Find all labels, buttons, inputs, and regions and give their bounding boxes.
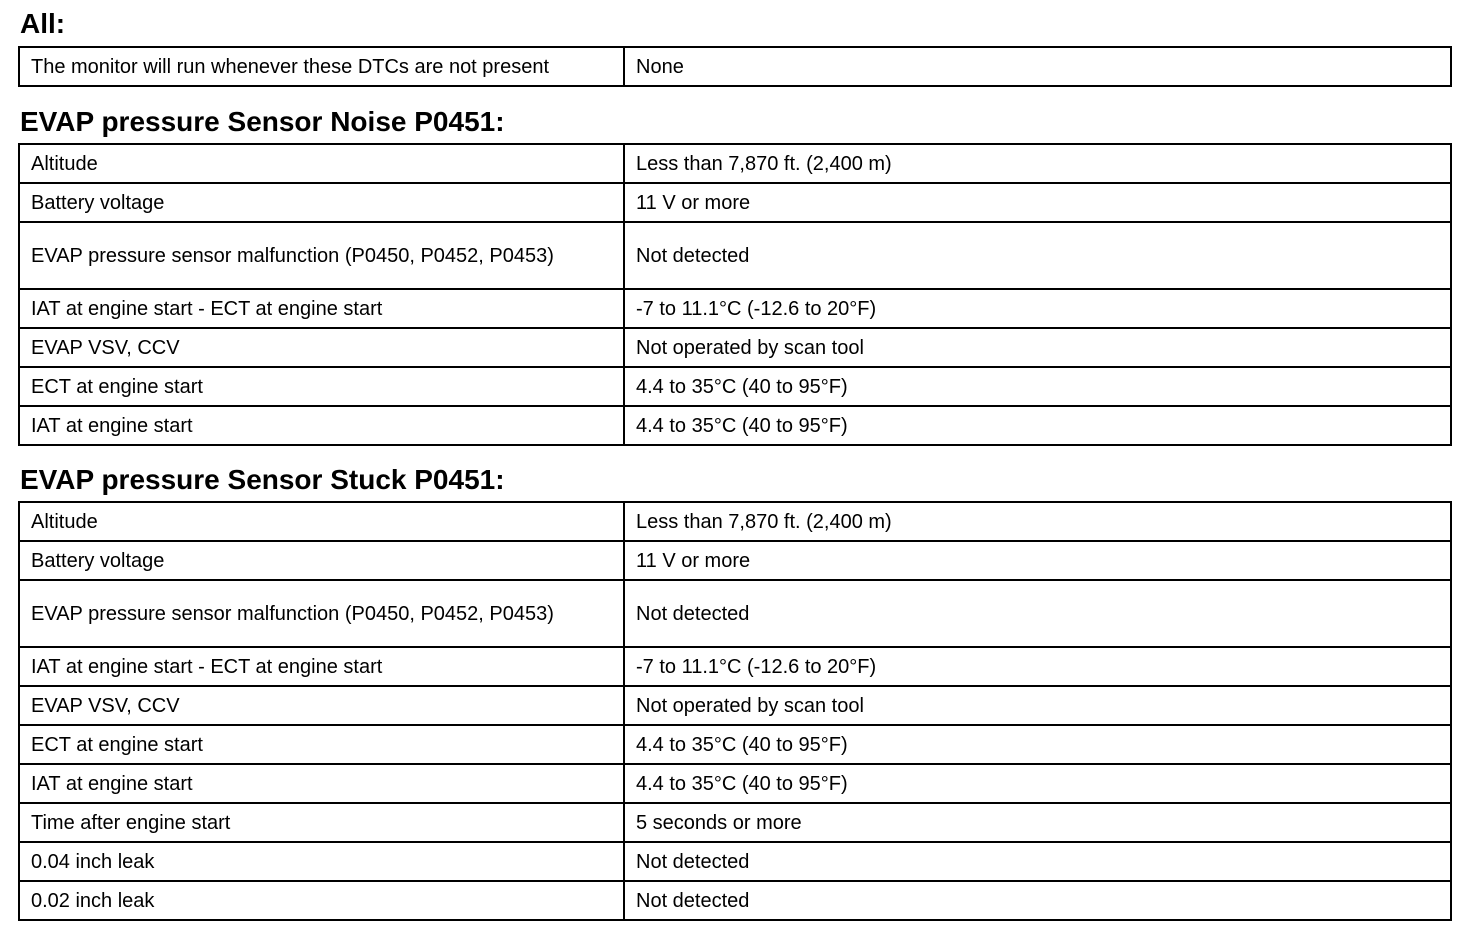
conditions-table-sensor-noise — [18, 143, 1452, 446]
condition-cell: Altitude — [19, 144, 624, 183]
value-cell: 11 V or more — [624, 541, 1451, 580]
section-heading-all: All: — [20, 8, 66, 39]
table-row — [19, 541, 1451, 580]
value-cell: 4.4 to 35°C (40 to 95°F) — [624, 367, 1451, 406]
section-heading-sensor-stuck: EVAP pressure Sensor Stuck P0451: — [20, 464, 505, 495]
value-cell: Less than 7,870 ft. (2,400 m) — [624, 144, 1451, 183]
section-heading-sensor-noise: EVAP pressure Sensor Noise P0451: — [20, 106, 505, 137]
value-cell: 4.4 to 35°C (40 to 95°F) — [624, 764, 1451, 803]
conditions-table-all — [18, 46, 1452, 87]
conditions-table-sensor-stuck — [18, 501, 1452, 921]
table-row — [19, 144, 1451, 183]
condition-cell: Altitude — [19, 502, 624, 541]
condition-cell: Battery voltage — [19, 183, 624, 222]
value-cell: 5 seconds or more — [624, 803, 1451, 842]
table-row — [19, 367, 1451, 406]
condition-cell: 0.04 inch leak — [19, 842, 624, 881]
condition-cell: The monitor will run whenever these DTCs are not present — [19, 47, 624, 86]
table-row — [19, 686, 1451, 725]
table-row — [19, 502, 1451, 541]
condition-cell: IAT at engine start - ECT at engine start — [19, 647, 624, 686]
condition-cell: ECT at engine start — [19, 725, 624, 764]
value-cell: Not operated by scan tool — [624, 328, 1451, 367]
condition-cell: 0.02 inch leak — [19, 881, 624, 920]
table-row — [19, 647, 1451, 686]
table-row — [19, 803, 1451, 842]
table-row — [19, 406, 1451, 445]
condition-cell: IAT at engine start — [19, 406, 624, 445]
value-cell: 4.4 to 35°C (40 to 95°F) — [624, 725, 1451, 764]
value-cell: Not detected — [624, 842, 1451, 881]
condition-cell: EVAP pressure sensor malfunction (P0450, P0452, P0453) — [19, 222, 624, 289]
value-cell: -7 to 11.1°C (-12.6 to 20°F) — [624, 647, 1451, 686]
table-row — [19, 289, 1451, 328]
condition-cell: IAT at engine start — [19, 764, 624, 803]
condition-cell: Time after engine start — [19, 803, 624, 842]
table-row — [19, 183, 1451, 222]
value-cell: Not detected — [624, 580, 1451, 647]
value-cell: Not detected — [624, 222, 1451, 289]
value-cell: 11 V or more — [624, 183, 1451, 222]
value-cell: Not detected — [624, 881, 1451, 920]
table-row — [19, 725, 1451, 764]
condition-cell: IAT at engine start - ECT at engine start — [19, 289, 624, 328]
table-row — [19, 222, 1451, 289]
table-row — [19, 47, 1451, 86]
table-row — [19, 580, 1451, 647]
value-cell: None — [624, 47, 1451, 86]
table-row — [19, 764, 1451, 803]
condition-cell: EVAP pressure sensor malfunction (P0450, P0452, P0453) — [19, 580, 624, 647]
condition-cell: EVAP VSV, CCV — [19, 686, 624, 725]
value-cell: 4.4 to 35°C (40 to 95°F) — [624, 406, 1451, 445]
table-row — [19, 328, 1451, 367]
value-cell: Not operated by scan tool — [624, 686, 1451, 725]
table-row — [19, 842, 1451, 881]
value-cell: -7 to 11.1°C (-12.6 to 20°F) — [624, 289, 1451, 328]
condition-cell: ECT at engine start — [19, 367, 624, 406]
condition-cell: Battery voltage — [19, 541, 624, 580]
table-row — [19, 881, 1451, 920]
condition-cell: EVAP VSV, CCV — [19, 328, 624, 367]
value-cell: Less than 7,870 ft. (2,400 m) — [624, 502, 1451, 541]
